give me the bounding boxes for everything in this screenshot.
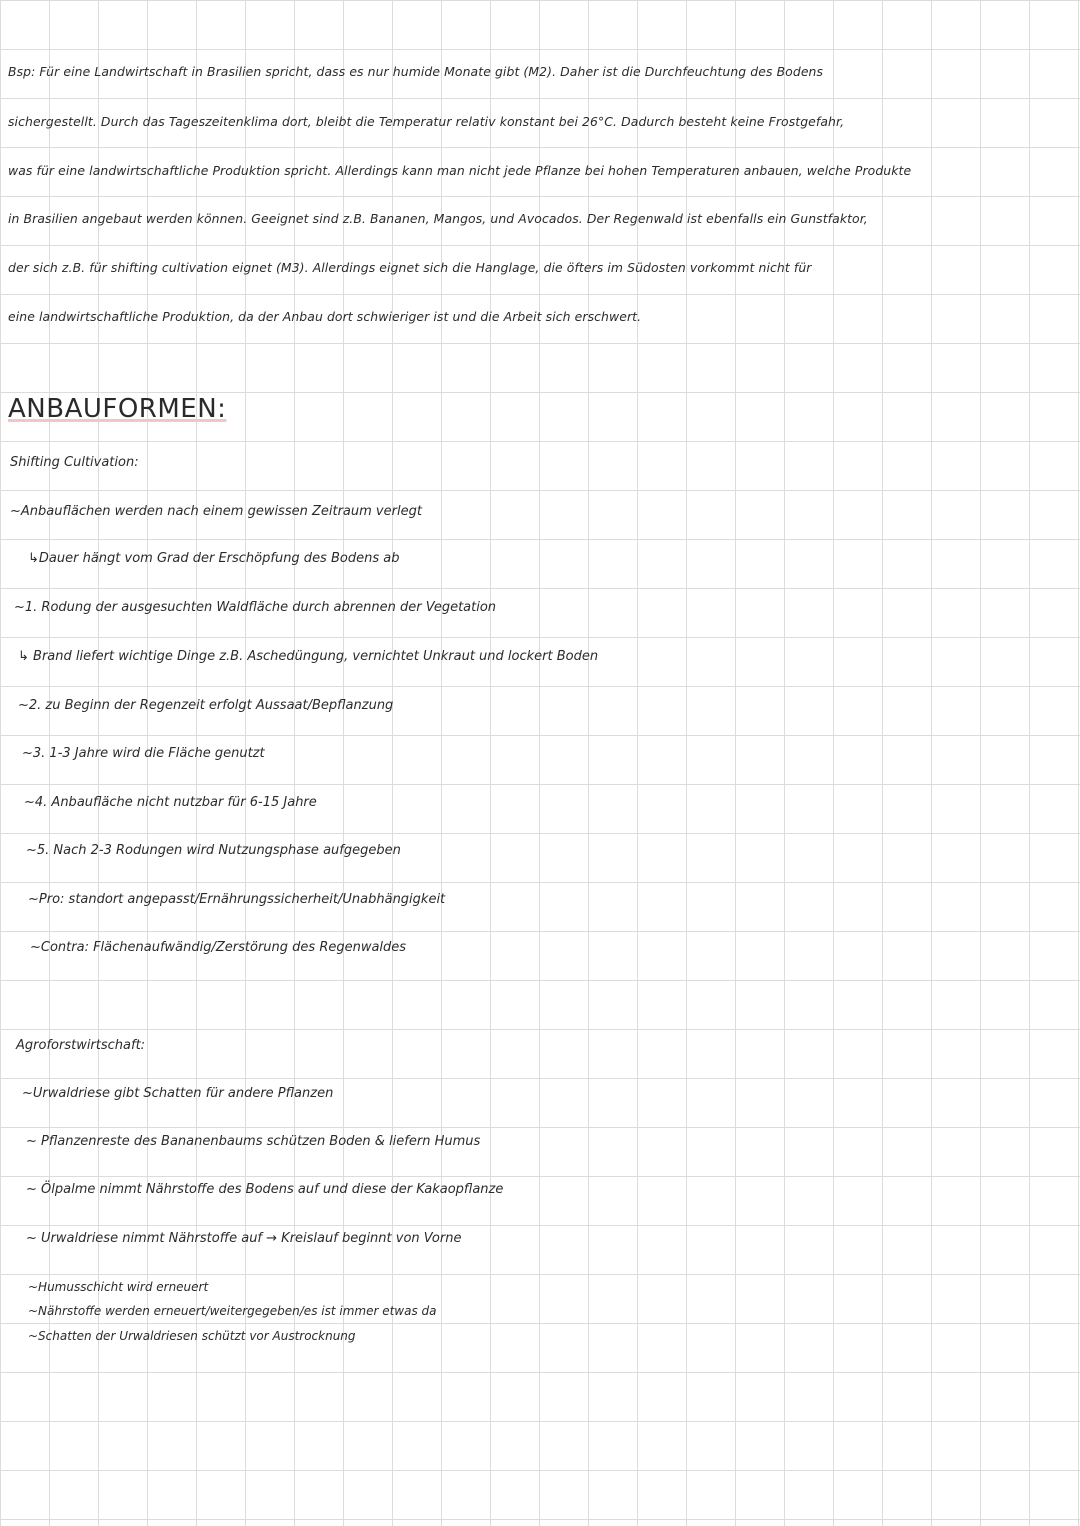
agroforestry-title: Agroforstwirtschaft:: [16, 1038, 146, 1053]
section-heading: ANBAUFORMEN:: [8, 394, 227, 424]
list-item: ~3. 1-3 Jahre wird die Fläche genutzt: [22, 746, 265, 761]
list-item: ↳ Brand liefert wichtige Dinge z.B. Aschedüngung, vernichtet Unkraut und lockert Boden: [18, 649, 599, 664]
list-item: ~Humusschicht wird erneuert: [28, 1280, 209, 1294]
paragraph-line: sichergestellt. Durch das Tageszeitenklima dort, bleibt die Temperatur relativ konstant bei 26°C. Dadurch besteht keine Frostgefahr,: [8, 114, 845, 129]
list-item: ~2. zu Beginn der Regenzeit erfolgt Aussaat/Bepflanzung: [18, 698, 394, 713]
shifting-cultivation-title: Shifting Cultivation:: [10, 455, 139, 470]
list-item: ~Contra: Flächenaufwändig/Zerstörung des Regenwaldes: [30, 940, 407, 955]
paragraph-line: was für eine landwirtschaftliche Produktion spricht. Allerdings kann man nicht jede Pflanze bei hohen Temperaturen anbauen, welche Produkte: [8, 163, 912, 178]
list-item: ~Schatten der Urwaldriesen schützt vor Austrocknung: [28, 1329, 356, 1343]
paragraph-line: der sich z.B. für shifting cultivation eignet (M3). Allerdings eignet sich die Hanglage, die öfters im Südosten vorkommt nicht für: [8, 260, 812, 275]
list-item: ~ Ölpalme nimmt Nährstoffe des Bodens auf und diese der Kakaopflanze: [26, 1182, 504, 1197]
list-item: ~Anbauflächen werden nach einem gewissen Zeitraum verlegt: [10, 504, 422, 519]
list-item: ~Pro: standort angepasst/Ernährungssicherheit/Unabhängigkeit: [28, 892, 446, 907]
list-item: ~Urwaldriese gibt Schatten für andere Pflanzen: [22, 1086, 334, 1101]
paragraph-line: eine landwirtschaftliche Produktion, da der Anbau dort schwieriger ist und die Arbeit sich erschwert.: [8, 309, 642, 324]
paragraph-line: in Brasilien angebaut werden können. Geeignet sind z.B. Bananen, Mangos, und Avocados. Der Regenwald ist ebenfalls ein Gunstfaktor,: [8, 211, 868, 226]
list-item: ~Nährstoffe werden erneuert/weitergegeben/es ist immer etwas da: [28, 1304, 437, 1318]
list-item: ~4. Anbaufläche nicht nutzbar für 6-15 Jahre: [24, 795, 317, 810]
list-item: ~ Urwaldriese nimmt Nährstoffe auf → Kreislauf beginnt von Vorne: [26, 1231, 462, 1246]
paragraph-line: Bsp: Für eine Landwirtschaft in Brasilien spricht, dass es nur humide Monate gibt (M2). Daher ist die Durchfeuchtung des Bodens: [8, 64, 824, 79]
list-item: ↳Dauer hängt vom Grad der Erschöpfung des Bodens ab: [28, 551, 400, 566]
list-item: ~5. Nach 2-3 Rodungen wird Nutzungsphase aufgegeben: [26, 843, 401, 858]
list-item: ~ Pflanzenreste des Bananenbaums schützen Boden & liefern Humus: [26, 1134, 481, 1149]
list-item: ~1. Rodung der ausgesuchten Waldfläche durch abrennen der Vegetation: [14, 600, 497, 615]
